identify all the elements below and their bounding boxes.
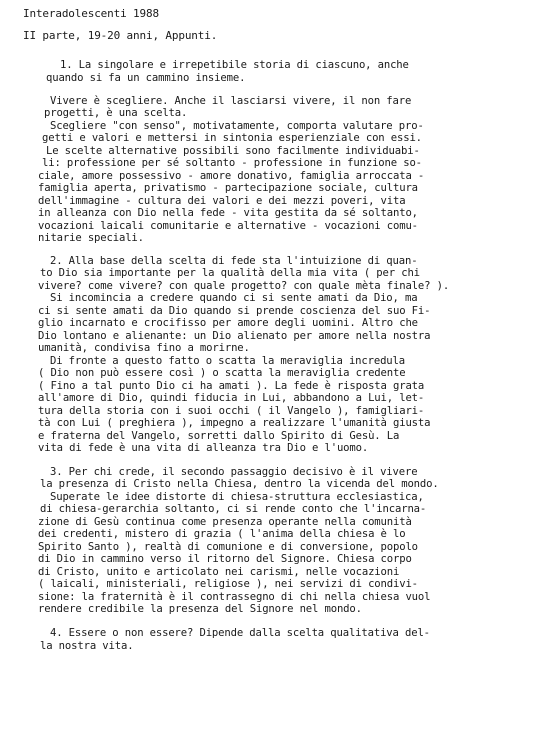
text-line: tà con Lui ( preghiera ), impegno a realizzare l'umanità giusta (38, 417, 431, 429)
text-line: li: professione per sé soltanto - professione in funzione so- (42, 157, 422, 169)
text-line: di Cristo, unito e articolato nei carismi, nelle vocazioni (38, 566, 400, 578)
text-line: Si incomincia a credere quando ci si sente amati da Dio, ma (50, 292, 418, 304)
text-line: dei credenti, mistero di grazia ( l'anima della chiesa è lo (38, 528, 406, 540)
text-line: e fraterna del Vangelo, sorretti dallo Spirito di Gesù. La (38, 430, 400, 442)
text-line: in alleanza con Dio nella fede - vita gestita da sé soltanto, (38, 207, 418, 219)
text-line: Le scelte alternative possibili sono facilmente individuabi- (46, 145, 420, 157)
text-line: all'amore di Dio, quindi fiducia in Lui, abbandono a Lui, let- (38, 392, 425, 404)
text-line: la nostra vita. (40, 640, 134, 652)
text-line: glio incarnato e crocifisso per amore degli uomini. Altro che (38, 317, 418, 329)
text-line: quando si fa un cammino insieme. (46, 72, 246, 84)
text-line: dell'immagine - cultura dei valori e dei mezzi poveri, vita (38, 195, 406, 207)
text-line: famiglia aperta, privatismo - partecipazione sociale, cultura (38, 182, 418, 194)
text-line: ( laicali, ministeriali, religiose ), nei servizi di condivi- (38, 578, 418, 590)
text-line: di Dio in cammino verso il ritorno del Signore. Chiesa corpo (38, 553, 412, 565)
text-line: vivere? come vivere? con quale progetto? con quale mèta finale? ). (38, 280, 450, 292)
text-line: tura della storia con i suoi occhi ( il Vangelo ), famigliari- (38, 405, 425, 417)
text-line: to Dio sia importante per la qualità della mia vita ( per chi (40, 267, 420, 279)
text-line: Vivere è scegliere. Anche il lasciarsi vivere, il non fare (50, 95, 412, 107)
text-line: vocazioni laicali comunitarie e alternative - vocazioni comu- (38, 220, 418, 232)
text-line: zione di Gesù continua come presenza operante nella comunità (38, 516, 412, 528)
text-line: Di fronte a questo fatto o scatta la meraviglia incredula (50, 355, 405, 367)
text-line: Superate le idee distorte di chiesa-struttura ecclesiastica, (50, 491, 424, 503)
text-line: nitarie speciali. (38, 232, 144, 244)
text-line: sione: la fraternità è il contrassegno di chi nella chiesa vuol (38, 591, 431, 603)
text-line: getti e valori e mettersi in sintonia esperienziale con essi. (42, 132, 422, 144)
text-line: di chiesa-gerarchia soltanto, ci si rende conto che l'incarna- (40, 503, 427, 515)
text-line: progetti, è una scelta. (44, 107, 188, 119)
text-line: umanità, condivisa fino a morirne. (38, 342, 250, 354)
text-line: ( Dio non può essere così ) o scatta la meraviglia credente (38, 367, 406, 379)
text-line: Dio lontano e alienante: un Dio alienato per amore nella nostra (38, 330, 431, 342)
text-line: 4. Essere o non essere? Dipende dalla scelta qualitativa del- (50, 627, 430, 639)
text-line: ciale, amore possessivo - amore donativo, famiglia arroccata - (38, 170, 425, 182)
text-line: Spirito Santo ), realtà di comunione e di conversione, popolo (38, 541, 418, 553)
document-title: Interadolescenti 1988 (23, 7, 159, 20)
text-line: 3. Per chi crede, il secondo passaggio decisivo è il vivere (50, 466, 418, 478)
text-line: la presenza di Cristo nella Chiesa, dentro la vicenda del mondo. (40, 478, 439, 490)
text-line: rendere credibile la presenza del Signore nel mondo. (38, 603, 362, 615)
text-line: Scegliere "con senso", motivatamente, comporta valutare pro- (50, 120, 424, 132)
text-line: vita di fede è una vita di alleanza tra Dio e l'uomo. (38, 442, 369, 454)
text-line: 1. La singolare e irrepetibile storia di ciascuno, anche (60, 59, 409, 71)
text-line: 2. Alla base della scelta di fede sta l'intuizione di quan- (50, 255, 418, 267)
text-line: ci si sente amati da Dio quando si prende coscienza del suo Fi- (38, 305, 431, 317)
document-subtitle: II parte, 19-20 anni, Appunti. (23, 29, 218, 42)
text-line: ( Fino a tal punto Dio ci ha amati ). La fede è risposta grata (38, 380, 425, 392)
